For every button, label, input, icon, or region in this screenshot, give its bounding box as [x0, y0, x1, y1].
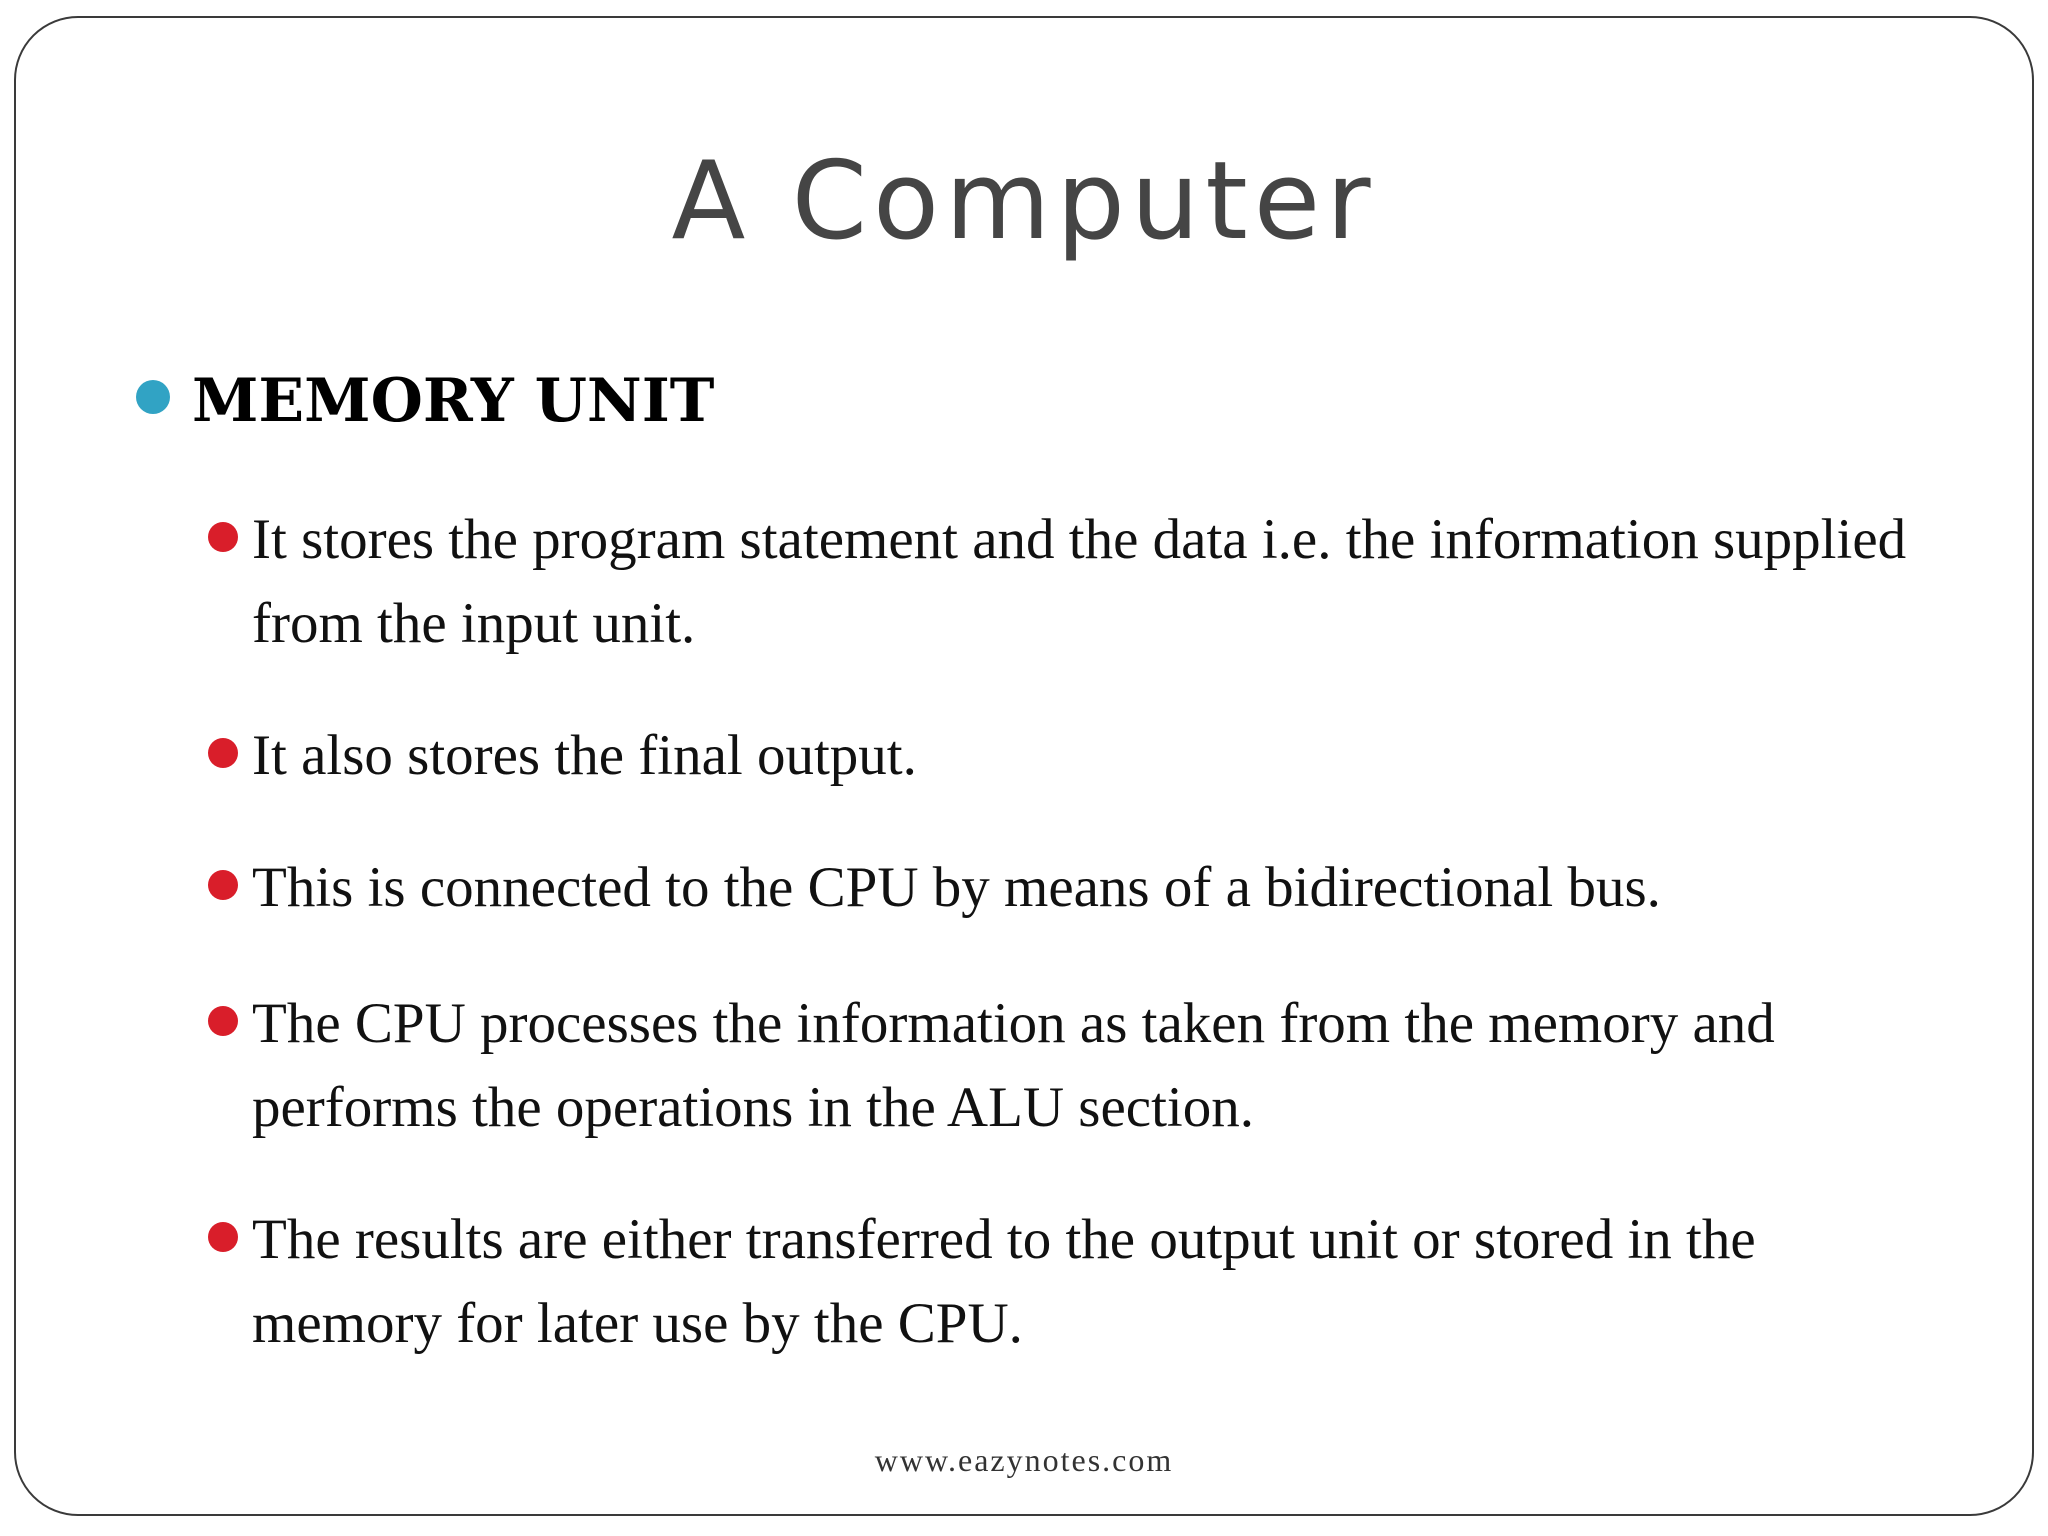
red-bullet-icon [208, 1222, 238, 1252]
footer-url: www.eazynotes.com [874, 1442, 1174, 1478]
slide-frame [14, 16, 2034, 1516]
bullet-item [208, 994, 1948, 1150]
bullet-item [208, 1210, 1948, 1366]
bullet-text: It also stores the final output. [252, 724, 917, 787]
bullet-text: It stores the program statement and the data i.e. the information supplied from the input unit. [252, 508, 1907, 655]
section-heading: MEMORY UNIT [192, 366, 715, 436]
bullet-text: This is connected to the CPU by means of a bidirectional bus. [252, 856, 1661, 919]
bullet-item [208, 726, 1948, 798]
red-bullet-icon [208, 1006, 238, 1036]
bullet-text: The CPU processes the information as taken from the memory and performs the operations in the ALU section. [252, 992, 1775, 1139]
bullet-text: The results are either transferred to the output unit or stored in the memory for later use by the CPU. [252, 1208, 1756, 1355]
red-bullet-icon [208, 870, 238, 900]
bullet-item [208, 858, 1948, 930]
slide-title: A Computer [671, 139, 1377, 264]
bullet-item [208, 510, 1948, 666]
red-bullet-icon [208, 522, 238, 552]
red-bullet-icon [208, 738, 238, 768]
section-heading-row [136, 368, 714, 434]
blue-bullet-icon [136, 380, 170, 414]
